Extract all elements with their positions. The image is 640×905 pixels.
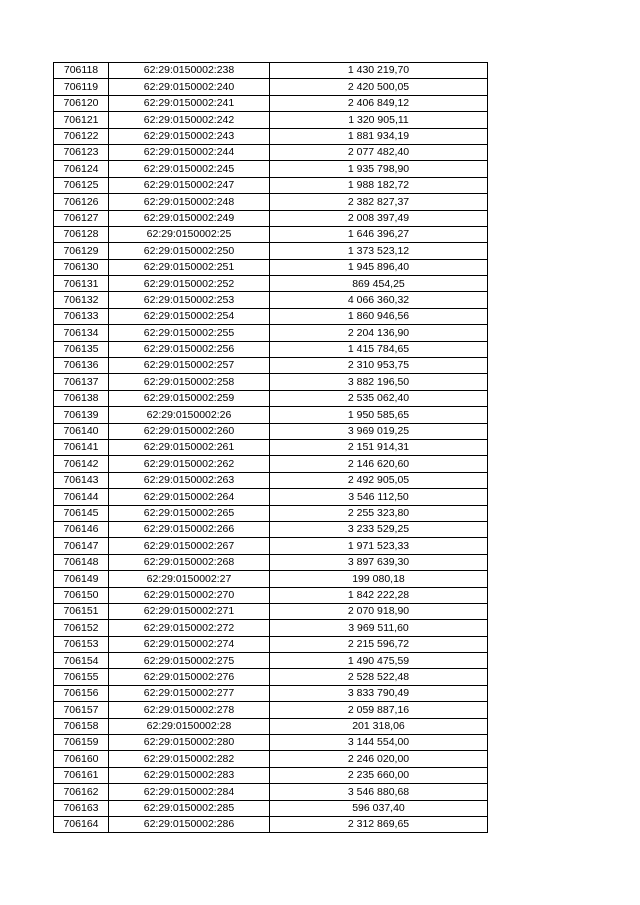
table-row — [54, 669, 488, 685]
table-row — [54, 603, 488, 619]
cadastral-value-cell: 2 492 905,05 — [270, 472, 488, 488]
row-number-cell: 706143 — [54, 472, 109, 488]
table-row — [54, 390, 488, 406]
table-row — [54, 554, 488, 570]
row-number-cell: 706142 — [54, 456, 109, 472]
cadastral-value-cell: 2 235 660,00 — [270, 767, 488, 783]
cadastral-number-cell: 62:29:0150002:265 — [109, 505, 270, 521]
cadastral-number-cell: 62:29:0150002:28 — [109, 718, 270, 734]
table-row — [54, 259, 488, 275]
cadastral-value-table — [53, 62, 488, 833]
table-row — [54, 587, 488, 603]
cadastral-value-cell: 1 490 475,59 — [270, 653, 488, 669]
cadastral-value-cell: 2 077 482,40 — [270, 144, 488, 160]
cadastral-value-cell: 2 535 062,40 — [270, 390, 488, 406]
row-number-cell: 706119 — [54, 79, 109, 95]
cadastral-value-cell: 3 882 196,50 — [270, 374, 488, 390]
cadastral-number-cell: 62:29:0150002:240 — [109, 79, 270, 95]
cadastral-value-cell: 3 969 511,60 — [270, 620, 488, 636]
cadastral-value-cell: 2 246 020,00 — [270, 751, 488, 767]
table-row — [54, 816, 488, 832]
table-row — [54, 161, 488, 177]
cadastral-value-cell: 1 935 798,90 — [270, 161, 488, 177]
table-row — [54, 308, 488, 324]
cadastral-number-cell: 62:29:0150002:275 — [109, 653, 270, 669]
row-number-cell: 706150 — [54, 587, 109, 603]
row-number-cell: 706120 — [54, 95, 109, 111]
cadastral-number-cell: 62:29:0150002:274 — [109, 636, 270, 652]
cadastral-number-cell: 62:29:0150002:282 — [109, 751, 270, 767]
cadastral-value-cell: 2 420 500,05 — [270, 79, 488, 95]
cadastral-value-cell: 869 454,25 — [270, 276, 488, 292]
row-number-cell: 706154 — [54, 653, 109, 669]
row-number-cell: 706160 — [54, 751, 109, 767]
cadastral-value-cell: 3 897 639,30 — [270, 554, 488, 570]
cadastral-number-cell: 62:29:0150002:248 — [109, 194, 270, 210]
cadastral-value-cell: 1 881 934,19 — [270, 128, 488, 144]
cadastral-number-cell: 62:29:0150002:254 — [109, 308, 270, 324]
row-number-cell: 706164 — [54, 816, 109, 832]
row-number-cell: 706159 — [54, 735, 109, 751]
cadastral-number-cell: 62:29:0150002:263 — [109, 472, 270, 488]
row-number-cell: 706134 — [54, 325, 109, 341]
table-row — [54, 439, 488, 455]
cadastral-value-cell: 2 204 136,90 — [270, 325, 488, 341]
cadastral-number-cell: 62:29:0150002:238 — [109, 63, 270, 79]
table-body — [54, 63, 488, 833]
row-number-cell: 706152 — [54, 620, 109, 636]
table-row — [54, 702, 488, 718]
table-row — [54, 177, 488, 193]
cadastral-number-cell: 62:29:0150002:251 — [109, 259, 270, 275]
cadastral-value-cell: 1 950 585,65 — [270, 407, 488, 423]
table-row — [54, 128, 488, 144]
cadastral-value-cell: 2 146 620,60 — [270, 456, 488, 472]
table-row — [54, 341, 488, 357]
cadastral-value-cell: 1 430 219,70 — [270, 63, 488, 79]
cadastral-number-cell: 62:29:0150002:255 — [109, 325, 270, 341]
table-row — [54, 784, 488, 800]
row-number-cell: 706157 — [54, 702, 109, 718]
table-row — [54, 751, 488, 767]
row-number-cell: 706133 — [54, 308, 109, 324]
row-number-cell: 706131 — [54, 276, 109, 292]
cadastral-number-cell: 62:29:0150002:272 — [109, 620, 270, 636]
cadastral-number-cell: 62:29:0150002:27 — [109, 571, 270, 587]
cadastral-number-cell: 62:29:0150002:268 — [109, 554, 270, 570]
cadastral-value-cell: 1 971 523,33 — [270, 538, 488, 554]
row-number-cell: 706128 — [54, 226, 109, 242]
cadastral-number-cell: 62:29:0150002:258 — [109, 374, 270, 390]
table-row — [54, 571, 488, 587]
cadastral-number-cell: 62:29:0150002:241 — [109, 95, 270, 111]
row-number-cell: 706124 — [54, 161, 109, 177]
table-row — [54, 489, 488, 505]
cadastral-number-cell: 62:29:0150002:252 — [109, 276, 270, 292]
row-number-cell: 706139 — [54, 407, 109, 423]
cadastral-number-cell: 62:29:0150002:261 — [109, 439, 270, 455]
row-number-cell: 706118 — [54, 63, 109, 79]
cadastral-value-cell: 201 318,06 — [270, 718, 488, 734]
cadastral-value-cell: 3 546 112,50 — [270, 489, 488, 505]
cadastral-value-cell: 1 373 523,12 — [270, 243, 488, 259]
cadastral-number-cell: 62:29:0150002:267 — [109, 538, 270, 554]
row-number-cell: 706126 — [54, 194, 109, 210]
cadastral-value-cell: 2 310 953,75 — [270, 358, 488, 374]
row-number-cell: 706125 — [54, 177, 109, 193]
table-row — [54, 538, 488, 554]
cadastral-number-cell: 62:29:0150002:277 — [109, 685, 270, 701]
row-number-cell: 706155 — [54, 669, 109, 685]
cadastral-value-cell: 3 833 790,49 — [270, 685, 488, 701]
cadastral-number-cell: 62:29:0150002:262 — [109, 456, 270, 472]
table-row — [54, 472, 488, 488]
cadastral-value-cell: 2 382 827,37 — [270, 194, 488, 210]
table-row — [54, 620, 488, 636]
cadastral-number-cell: 62:29:0150002:278 — [109, 702, 270, 718]
row-number-cell: 706129 — [54, 243, 109, 259]
table-row — [54, 144, 488, 160]
cadastral-value-cell: 596 037,40 — [270, 800, 488, 816]
cadastral-number-cell: 62:29:0150002:26 — [109, 407, 270, 423]
table-row — [54, 423, 488, 439]
row-number-cell: 706135 — [54, 341, 109, 357]
cadastral-number-cell: 62:29:0150002:256 — [109, 341, 270, 357]
row-number-cell: 706122 — [54, 128, 109, 144]
cadastral-value-cell: 199 080,18 — [270, 571, 488, 587]
row-number-cell: 706123 — [54, 144, 109, 160]
row-number-cell: 706156 — [54, 685, 109, 701]
row-number-cell: 706153 — [54, 636, 109, 652]
table-row — [54, 358, 488, 374]
table-row — [54, 226, 488, 242]
cadastral-number-cell: 62:29:0150002:280 — [109, 735, 270, 751]
table-row — [54, 79, 488, 95]
cadastral-value-cell: 4 066 360,32 — [270, 292, 488, 308]
row-number-cell: 706146 — [54, 521, 109, 537]
table-row — [54, 243, 488, 259]
cadastral-number-cell: 62:29:0150002:25 — [109, 226, 270, 242]
cadastral-value-cell: 1 415 784,65 — [270, 341, 488, 357]
cadastral-number-cell: 62:29:0150002:266 — [109, 521, 270, 537]
row-number-cell: 706140 — [54, 423, 109, 439]
table-row — [54, 800, 488, 816]
table-row — [54, 653, 488, 669]
table-row — [54, 95, 488, 111]
cadastral-value-cell: 3 546 880,68 — [270, 784, 488, 800]
table-row — [54, 325, 488, 341]
cadastral-number-cell: 62:29:0150002:243 — [109, 128, 270, 144]
cadastral-number-cell: 62:29:0150002:244 — [109, 144, 270, 160]
cadastral-value-cell: 3 144 554,00 — [270, 735, 488, 751]
cadastral-value-cell: 3 233 529,25 — [270, 521, 488, 537]
row-number-cell: 706147 — [54, 538, 109, 554]
cadastral-value-cell: 2 255 323,80 — [270, 505, 488, 521]
table-row — [54, 112, 488, 128]
row-number-cell: 706151 — [54, 603, 109, 619]
cadastral-value-cell: 1 646 396,27 — [270, 226, 488, 242]
row-number-cell: 706141 — [54, 439, 109, 455]
table-row — [54, 767, 488, 783]
table-row — [54, 685, 488, 701]
cadastral-number-cell: 62:29:0150002:250 — [109, 243, 270, 259]
cadastral-value-cell: 2 215 596,72 — [270, 636, 488, 652]
cadastral-number-cell: 62:29:0150002:249 — [109, 210, 270, 226]
cadastral-number-cell: 62:29:0150002:259 — [109, 390, 270, 406]
table-row — [54, 63, 488, 79]
row-number-cell: 706121 — [54, 112, 109, 128]
cadastral-number-cell: 62:29:0150002:247 — [109, 177, 270, 193]
cadastral-value-cell: 2 070 918,90 — [270, 603, 488, 619]
cadastral-value-cell: 2 008 397,49 — [270, 210, 488, 226]
cadastral-value-cell: 1 320 905,11 — [270, 112, 488, 128]
cadastral-number-cell: 62:29:0150002:285 — [109, 800, 270, 816]
table-row — [54, 292, 488, 308]
table-row — [54, 505, 488, 521]
table-row — [54, 718, 488, 734]
row-number-cell: 706145 — [54, 505, 109, 521]
cadastral-value-cell: 3 969 019,25 — [270, 423, 488, 439]
row-number-cell: 706162 — [54, 784, 109, 800]
cadastral-number-cell: 62:29:0150002:271 — [109, 603, 270, 619]
table-row — [54, 521, 488, 537]
row-number-cell: 706161 — [54, 767, 109, 783]
row-number-cell: 706130 — [54, 259, 109, 275]
table-row — [54, 735, 488, 751]
table-row — [54, 194, 488, 210]
cadastral-number-cell: 62:29:0150002:286 — [109, 816, 270, 832]
row-number-cell: 706144 — [54, 489, 109, 505]
cadastral-value-cell: 2 059 887,16 — [270, 702, 488, 718]
table-row — [54, 276, 488, 292]
table-row — [54, 456, 488, 472]
table-row — [54, 636, 488, 652]
cadastral-number-cell: 62:29:0150002:242 — [109, 112, 270, 128]
cadastral-value-cell: 1 842 222,28 — [270, 587, 488, 603]
cadastral-value-cell: 2 151 914,31 — [270, 439, 488, 455]
cadastral-number-cell: 62:29:0150002:257 — [109, 358, 270, 374]
cadastral-value-cell: 2 406 849,12 — [270, 95, 488, 111]
cadastral-number-cell: 62:29:0150002:284 — [109, 784, 270, 800]
row-number-cell: 706137 — [54, 374, 109, 390]
cadastral-number-cell: 62:29:0150002:283 — [109, 767, 270, 783]
row-number-cell: 706149 — [54, 571, 109, 587]
cadastral-value-cell: 1 988 182,72 — [270, 177, 488, 193]
row-number-cell: 706158 — [54, 718, 109, 734]
row-number-cell: 706148 — [54, 554, 109, 570]
table-row — [54, 374, 488, 390]
cadastral-number-cell: 62:29:0150002:270 — [109, 587, 270, 603]
cadastral-value-cell: 1 860 946,56 — [270, 308, 488, 324]
row-number-cell: 706138 — [54, 390, 109, 406]
cadastral-value-cell: 1 945 896,40 — [270, 259, 488, 275]
cadastral-number-cell: 62:29:0150002:260 — [109, 423, 270, 439]
cadastral-number-cell: 62:29:0150002:253 — [109, 292, 270, 308]
cadastral-number-cell: 62:29:0150002:264 — [109, 489, 270, 505]
cadastral-value-cell: 2 312 869,65 — [270, 816, 488, 832]
cadastral-number-cell: 62:29:0150002:245 — [109, 161, 270, 177]
table-row — [54, 210, 488, 226]
table-row — [54, 407, 488, 423]
row-number-cell: 706163 — [54, 800, 109, 816]
cadastral-value-cell: 2 528 522,48 — [270, 669, 488, 685]
row-number-cell: 706132 — [54, 292, 109, 308]
row-number-cell: 706136 — [54, 358, 109, 374]
cadastral-number-cell: 62:29:0150002:276 — [109, 669, 270, 685]
row-number-cell: 706127 — [54, 210, 109, 226]
